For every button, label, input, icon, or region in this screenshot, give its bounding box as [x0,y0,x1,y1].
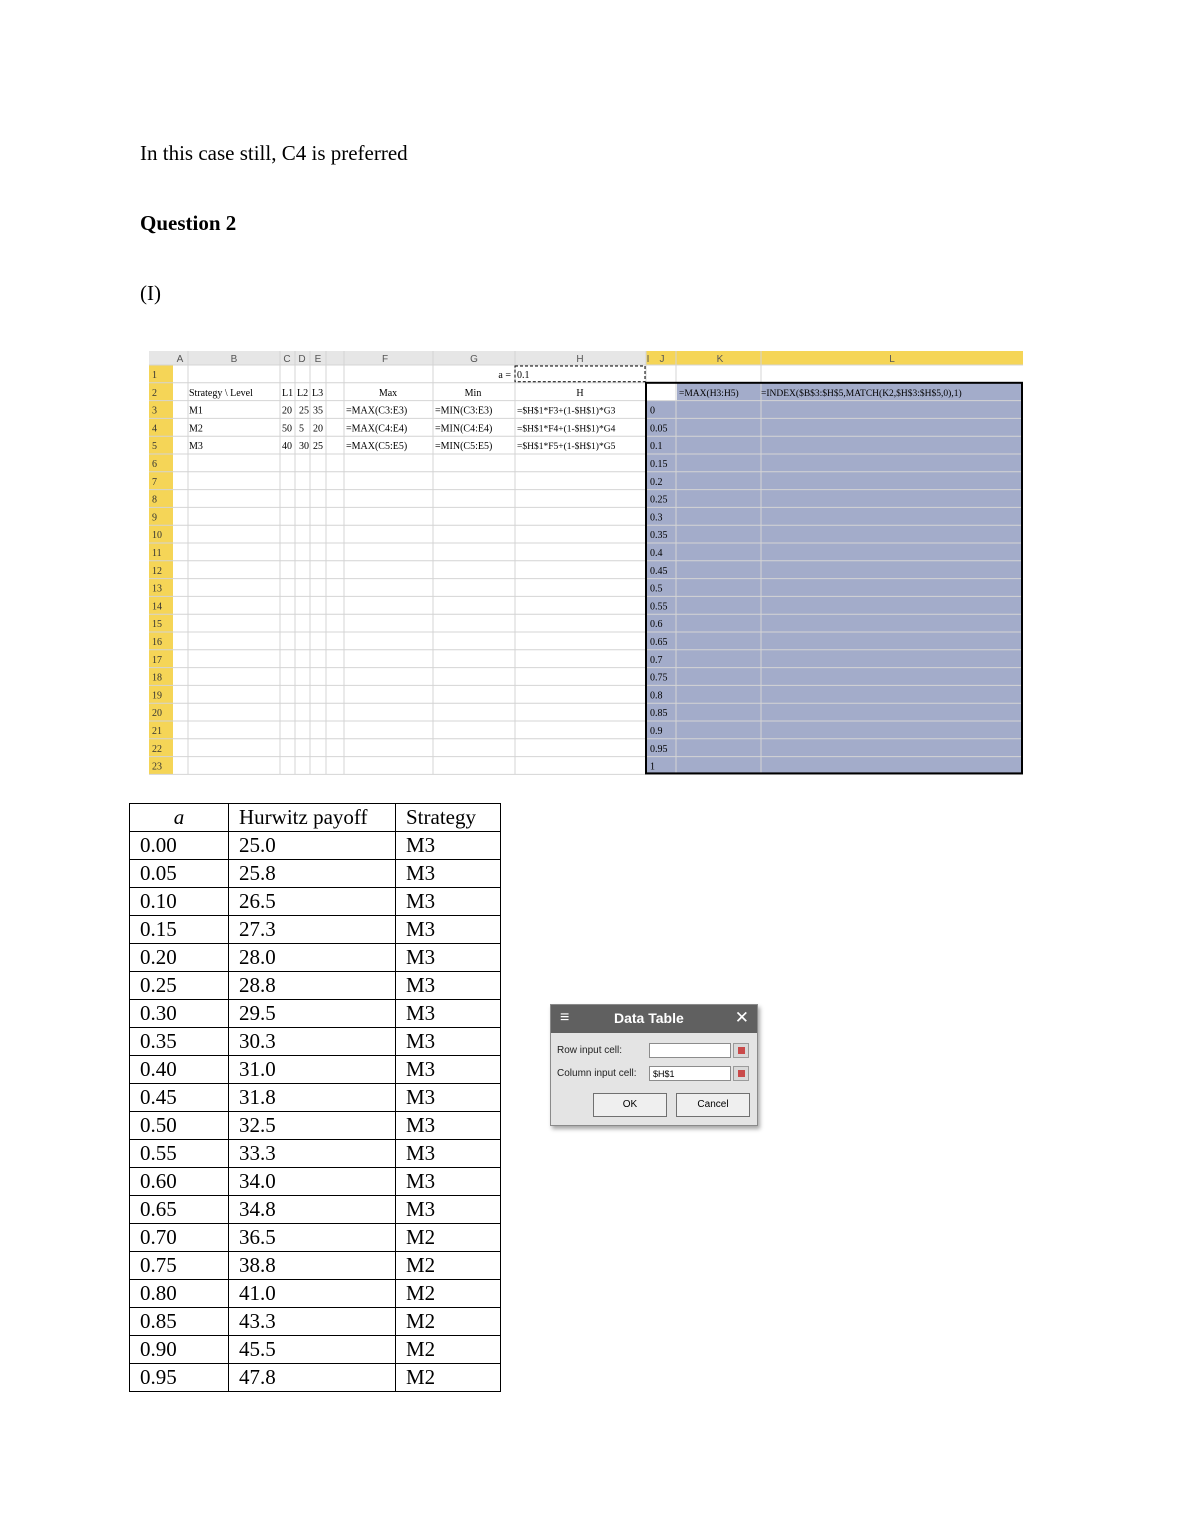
row-number: 19 [152,690,162,702]
table-cell: 31.0 [229,1056,396,1084]
column-header-l: L [889,354,895,365]
table-cell: M3 [396,1084,501,1112]
alpha-input-cell: 0.4 [650,548,663,559]
table-cell: 25.0 [229,832,396,860]
strategy-cell: M3 [189,441,203,453]
row-number: 8 [152,494,157,506]
table-cell: 0.85 [130,1308,229,1336]
table-cell: 0.25 [130,972,229,1000]
header-l1: L1 [282,387,294,399]
table-cell: 0.00 [130,832,229,860]
row-number: 5 [152,441,157,453]
alpha-input-cell: 0.7 [650,654,663,666]
table-cell: 28.8 [229,972,396,1000]
table-row [130,1336,501,1364]
column-header-d: D [298,354,306,365]
header-l2: L2 [297,387,309,399]
table-cell: M3 [396,972,501,1000]
table-row [130,1140,501,1168]
part-label: (I) [140,281,161,305]
row-number: 15 [152,619,162,631]
table-row [130,1308,501,1336]
table-cell: 27.3 [229,916,396,944]
header-h: H [576,387,584,399]
table-cell: M3 [396,1196,501,1224]
table-cell: 34.0 [229,1168,396,1196]
l3-cell: 35 [313,405,323,417]
table-cell: M2 [396,1280,501,1308]
row-input-field[interactable] [649,1043,731,1058]
table-cell: M2 [396,1308,501,1336]
table-cell: M2 [396,1364,501,1392]
l2-cell: 5 [299,423,304,435]
table-cell: 0.20 [130,944,229,972]
results-header-row [130,804,501,832]
alpha-input-cell: 0.95 [650,743,668,755]
column-header-j: J [659,354,665,365]
selected-column-headers [646,351,1023,365]
dialog-title-bar [551,1005,757,1033]
data-table-dialog [550,1004,758,1126]
row-number: 7 [152,476,157,488]
table-cell: 32.5 [229,1112,396,1140]
table-row [130,1364,501,1392]
alpha-input-cell: 0 [650,405,655,417]
alpha-input-cell: 0.8 [650,690,663,702]
row-number: 23 [152,761,162,773]
alpha-input-cell: 0.3 [650,512,663,524]
table-cell: M3 [396,832,501,860]
table-cell: M3 [396,1028,501,1056]
table-cell: 47.8 [229,1364,396,1392]
column-header-h: H [576,354,584,365]
question-heading: Question 2 [140,211,237,235]
strategy-cell: M2 [189,423,203,435]
column-input-label: Column input cell: [557,1068,637,1079]
row-number: 21 [152,726,162,737]
l3-cell: 25 [313,441,323,453]
alpha-label: a = [498,370,511,381]
table-cell: 0.15 [130,916,229,944]
max-formula-cell: =MAX(C5:E5) [346,441,408,453]
table-cell: 38.8 [229,1252,396,1280]
dialog-title: Data Table [614,1010,684,1026]
table-cell: 0.60 [130,1168,229,1196]
alpha-input-cell: 0.45 [650,565,668,577]
table-cell: M2 [396,1336,501,1364]
table-cell: 0.30 [130,1000,229,1028]
table-cell: 0.65 [130,1196,229,1224]
table-row [130,1056,501,1084]
strategy-cell: M1 [189,405,203,417]
table-cell: M3 [396,916,501,944]
l2-cell: 30 [299,441,309,453]
table-cell: 0.55 [130,1140,229,1168]
alpha-input-cell: 0.2 [650,476,663,488]
table-cell: 0.75 [130,1252,229,1280]
table-cell: 30.3 [229,1028,396,1056]
alpha-input-cell: 0.6 [650,619,663,631]
table-row [130,1084,501,1112]
menu-icon[interactable]: ≡ [560,1009,570,1026]
table-cell: 0.40 [130,1056,229,1084]
results-header-cell: Hurwitz payoff [229,804,396,832]
table-cell: 0.90 [130,1336,229,1364]
table-row [130,1028,501,1056]
row-number: 13 [152,583,162,595]
results-table [129,803,501,1392]
results-header-cell: a [130,804,229,832]
column-header-a: A [176,354,184,365]
header-l3: L3 [312,387,324,399]
table-cell: M3 [396,888,501,916]
table-cell: 0.05 [130,860,229,888]
row-number: 2 [152,387,157,399]
table-row [130,1000,501,1028]
row-number: 9 [152,512,157,524]
ok-button[interactable]: OK [593,1093,667,1117]
table-cell: 41.0 [229,1280,396,1308]
column-header-f: F [381,354,389,365]
row-number: 4 [152,423,157,435]
table-cell: M3 [396,1140,501,1168]
l2-formula: =INDEX($B$3:$H$5,MATCH(K2,$H$3:$H$5,0),1) [761,388,962,399]
table-row [130,1168,501,1196]
min-formula-cell: =MIN(C4:E4) [435,423,493,435]
alpha-input-cell: 0.85 [650,708,668,720]
row-range-picker-icon[interactable] [733,1043,749,1058]
l3-cell: 20 [313,423,323,435]
alpha-input-cell: 0.65 [650,637,668,648]
h-formula-cell: =$H$1*F3+(1-$H$1)*G3 [517,406,616,417]
alpha-value: 0.1 [517,370,530,381]
column-input-field[interactable]: $H$1 [649,1066,731,1081]
table-row [130,832,501,860]
table-cell: M3 [396,1168,501,1196]
table-cell: M3 [396,1056,501,1084]
h-formula-cell: =$H$1*F5+(1-$H$1)*G5 [517,442,616,453]
table-row [130,1280,501,1308]
table-cell: M2 [396,1252,501,1280]
table-cell: M3 [396,944,501,972]
table-cell: 45.5 [229,1336,396,1364]
results-body [130,832,501,1392]
row-number: 11 [152,548,162,559]
header-max: Max [378,387,398,399]
column-header-g: G [470,354,478,365]
max-formula-cell: =MAX(C3:E3) [346,405,408,417]
table-row [130,916,501,944]
table-cell: 33.3 [229,1140,396,1168]
table-cell: 0.35 [130,1028,229,1056]
l1-cell: 40 [282,441,292,453]
spreadsheet-grid [149,351,1023,777]
min-formula-cell: =MIN(C3:E3) [435,405,493,417]
table-cell: 0.95 [130,1364,229,1392]
column-header-c: C [283,354,291,365]
row-number: 10 [152,530,162,542]
row-number: 20 [152,708,162,720]
h-formula-cell: =$H$1*F4+(1-$H$1)*G4 [517,424,616,435]
table-row [130,888,501,916]
row-number: 17 [152,654,162,666]
table-row [130,972,501,1000]
min-formula-cell: =MIN(C5:E5) [435,441,493,453]
table-row [130,1224,501,1252]
row-number: 22 [152,743,162,755]
l2-cell: 25 [299,405,309,417]
table-cell: M3 [396,1112,501,1140]
table-row [130,944,501,972]
alpha-input-cell: 0.9 [650,726,663,737]
alpha-input-cell: 0.5 [650,583,663,595]
row-input-label: Row input cell: [557,1045,623,1056]
table-cell: 0.50 [130,1112,229,1140]
table-row [130,1196,501,1224]
row-number: 3 [152,405,157,417]
row-number: 14 [152,601,162,613]
table-cell: M3 [396,860,501,888]
close-icon[interactable]: ✕ [734,1008,749,1027]
alpha-input-cell: 1 [650,761,655,773]
max-formula-cell: =MAX(C4:E4) [346,423,408,435]
column-header-b: B [230,354,238,365]
results-header-cell: Strategy [396,804,501,832]
alpha-input-cell: 0.05 [650,423,668,435]
table-row [130,860,501,888]
column-range-picker-icon[interactable] [733,1066,749,1081]
cancel-button[interactable]: Cancel [676,1093,750,1117]
column-header-k: K [716,354,724,365]
intro-text: In this case still, C4 is preferred [140,141,408,165]
k2-formula: =MAX(H3:H5) [679,388,739,399]
table-cell: 26.5 [229,888,396,916]
l1-cell: 20 [282,405,292,417]
l1-cell: 50 [282,423,292,435]
table-cell: 43.3 [229,1308,396,1336]
row-number: 12 [152,565,162,577]
column-header-e: E [314,354,322,365]
row-number: 6 [152,459,157,470]
table-cell: 0.45 [130,1084,229,1112]
table-cell: 25.8 [229,860,396,888]
row-number: 18 [152,672,162,684]
table-cell: 0.70 [130,1224,229,1252]
table-cell: 34.8 [229,1196,396,1224]
row-number: 16 [152,637,162,648]
table-cell: 29.5 [229,1000,396,1028]
alpha-input-cell: 0.35 [650,530,668,542]
alpha-input-cell: 0.15 [650,459,668,470]
table-cell: 0.80 [130,1280,229,1308]
alpha-input-cell: 0.1 [650,441,663,453]
header-min: Min [464,387,482,399]
alpha-input-cell: 0.75 [650,672,668,684]
table-cell: M2 [396,1224,501,1252]
active-cell [646,383,677,401]
row-number: 1 [152,370,157,381]
column-header-i: I [646,354,650,365]
alpha-input-cell: 0.25 [650,494,668,506]
alpha-input-cell: 0.55 [650,601,668,613]
table-cell: 0.10 [130,888,229,916]
header-strategy: Strategy \ Level [189,387,253,399]
table-cell: 31.8 [229,1084,396,1112]
table-cell: 36.5 [229,1224,396,1252]
table-row [130,1112,501,1140]
table-cell: M3 [396,1000,501,1028]
table-cell: 28.0 [229,944,396,972]
table-row [130,1252,501,1280]
